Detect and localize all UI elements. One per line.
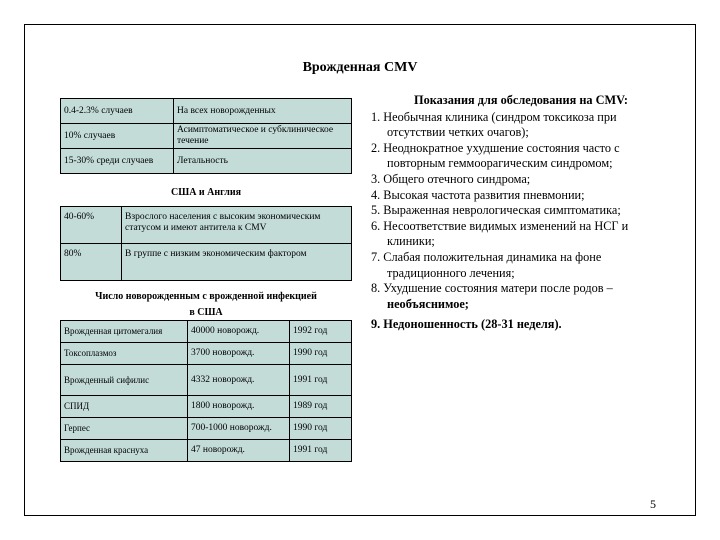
description-cell: В группе с низким экономическим фактором xyxy=(122,244,352,281)
indication-item: 4. Высокая частота развития пневмонии; xyxy=(371,187,585,202)
percent-cell: 80% xyxy=(61,244,122,281)
table-row xyxy=(61,244,352,281)
indications-list xyxy=(371,93,671,333)
year-cell: 1991 год xyxy=(290,440,352,462)
outcome-cell: Летальность xyxy=(174,149,352,174)
infection-cell: Герпес xyxy=(61,418,188,440)
table-row xyxy=(61,149,352,174)
year-cell: 1990 год xyxy=(290,343,352,365)
indication-item: 2. Неоднократное ухудшение состояния часто с повторным геммоорагическим синдромом; xyxy=(371,140,620,171)
indication-item-tail: необъяснимое; xyxy=(387,296,469,311)
slide-title: Врожденная CMV xyxy=(302,60,418,75)
indication-item: 6. Несоответствие видимых изменений на НСГ и клиники; xyxy=(371,218,629,249)
outcome-cell: На всех новорожденных xyxy=(174,99,352,124)
count-cell: 40000 новорожд. xyxy=(188,321,290,343)
infection-cell: СПИД xyxy=(61,396,188,418)
description-cell: Взрослого населения с высоким экономическим статусом и имеют антитела к CMV xyxy=(122,207,352,244)
table-row xyxy=(61,207,352,244)
outcome-cell: Асимптоматическое и субклиническое течение xyxy=(174,124,352,149)
table-row xyxy=(61,396,352,418)
indication-item: 3. Общего отечного синдрома; xyxy=(371,171,531,186)
percent-cell: 40-60% xyxy=(61,207,122,244)
indication-item-bold: 9. Недоношенность (28-31 неделя). xyxy=(371,317,562,332)
indication-item: 8. Ухудшение состояния матери после родов – xyxy=(371,281,613,296)
count-cell: 4332 новорожд. xyxy=(188,365,290,396)
infection-cell: Токсоплазмоз xyxy=(61,343,188,365)
infection-cell: Врожденная цитомегалия xyxy=(61,321,188,343)
year-cell: 1992 год xyxy=(290,321,352,343)
count-cell: 47 новорожд. xyxy=(188,440,290,462)
share-cell: 0.4-2.3% случаев xyxy=(61,99,174,124)
newborns-caption-line2: в США xyxy=(189,307,223,318)
count-cell: 700-1000 новорожд. xyxy=(188,418,290,440)
newborns-caption: Число новорожденным с врожденной инфекцией xyxy=(95,291,317,302)
indication-item: 1. Необычная клиника (синдром токсикоза при отсутствии четких очагов); xyxy=(371,109,617,140)
newborns-table xyxy=(60,320,352,462)
table-row xyxy=(61,343,352,365)
indication-item: 7. Слабая положительная динамика на фоне традиционного лечения; xyxy=(371,249,602,280)
infection-cell: Врожденный сифилис xyxy=(61,365,188,396)
indication-item: 5. Выраженная неврологическая симптоматика; xyxy=(371,203,621,218)
share-cell: 10% случаев xyxy=(61,124,174,149)
us-uk-table xyxy=(60,206,352,281)
count-cell: 3700 новорожд. xyxy=(188,343,290,365)
table-row xyxy=(61,418,352,440)
year-cell: 1991 год xyxy=(290,365,352,396)
table-row xyxy=(61,124,352,149)
table-row xyxy=(61,440,352,462)
table-row xyxy=(61,321,352,343)
infection-cell: Врожденная краснуха xyxy=(61,440,188,462)
count-cell: 1800 новорожд. xyxy=(188,396,290,418)
year-cell: 1990 год xyxy=(290,418,352,440)
share-cell: 15-30% среди случаев xyxy=(61,149,174,174)
page-number: 5 xyxy=(650,497,656,511)
us-uk-caption: США и Англия xyxy=(171,187,241,198)
table-row xyxy=(61,365,352,396)
frequency-table xyxy=(60,98,352,174)
table-row xyxy=(61,99,352,124)
indications-heading: Показания для обследования на CMV: xyxy=(414,93,628,107)
year-cell: 1989 год xyxy=(290,396,352,418)
